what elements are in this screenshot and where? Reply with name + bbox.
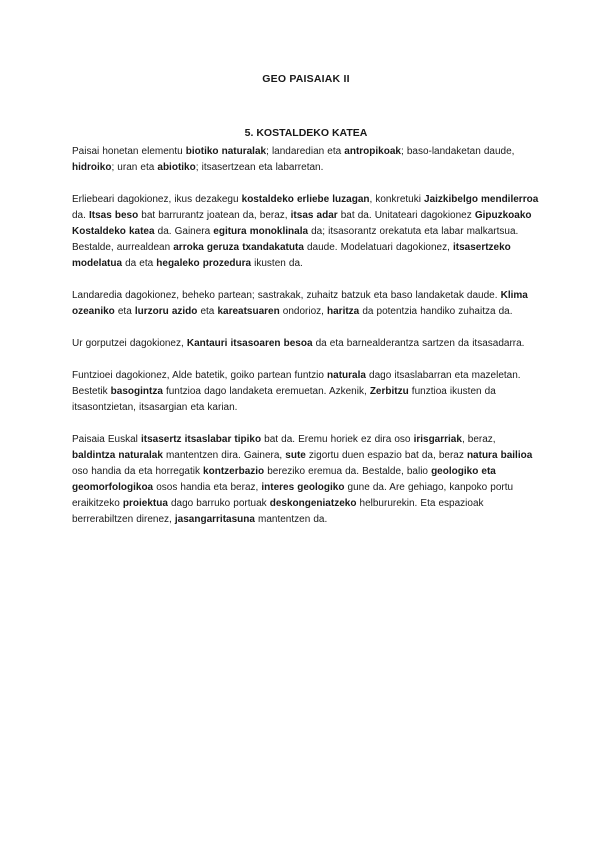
bold-term: haritza [327,306,360,317]
bold-term: abiotiko [157,162,196,173]
text-run: Erliebeari dagokionez, ikus dezakegu [72,194,242,205]
bold-term: kontzerbazio [203,466,265,477]
text-run: funtzioa dago landaketa eremuetan. Azkenik, [162,386,370,397]
text-run: bereziko eremua da. Bestalde, balio [264,466,432,477]
text-run: Ur gorputzei dagokionez, [72,338,187,349]
text-run: ; itsasertzean eta labarretan. [195,162,324,173]
text-run: da eta barnealderantza sartzen da itsasadarra. [312,338,525,349]
bold-term: Kantauri itsasoaren besoa [186,338,313,349]
text-run: ; landaredian eta [266,146,345,157]
text-run: bat da. Eremu horiek ez dira oso [261,434,414,445]
text-run: ; baso-landaketan daude, [400,146,515,157]
text-run: da. [72,210,89,221]
text-run: Funtzioei dagokionez, Alde batetik, goiko partean funtzio [72,370,328,381]
text-run: daude. Modelatuari dagokionez, [303,242,453,253]
bold-term: itsas adar [290,210,338,221]
bold-term: geologiko eta geomorfologikoa [72,466,496,493]
text-run: , konkretuki [369,194,425,205]
text-run: bat barrurantz joatean da, beraz, [138,210,291,221]
bold-term: sute [285,450,306,461]
bold-term: Jaizkibelgo mendilerroa [424,194,539,205]
text-run: dago itsaslabarran eta mazeletan. Bestetik [72,370,521,397]
text-run: ; uran eta [111,162,158,173]
bold-term: Zerbitzu [369,386,409,397]
bold-term: jasangarritasuna [174,514,255,525]
text-run: helbururekin. Eta espazioak berrerabiltzen direnez, [72,498,484,525]
bold-term: arroka geruza txandakatuta [173,242,304,253]
text-run: da. Gainera [154,226,214,237]
bold-term: Klima ozeaniko [72,290,528,317]
bold-term: itsasertz itsaslabar tipiko [140,434,262,445]
bold-term: proiektua [122,498,168,509]
text-run: mantentzen da. [254,514,328,525]
bold-term: biotiko naturalak [185,146,267,157]
text-run: osos handia eta beraz, [153,482,262,493]
bold-term: kareatsuaren [217,306,280,317]
paragraph [72,368,540,416]
text-run: oso handia da eta horregatik [72,466,204,477]
text-run: bat da. Unitateari dagokionez [337,210,475,221]
bold-term: Gipuzkoako Kostaldeko katea [72,210,532,237]
text-run: ondorioz, [279,306,328,317]
text-run: dago barruko portuak [167,498,270,509]
text-run: , beraz, [461,434,496,445]
bold-term: deskongeniatzeko [269,498,357,509]
paragraph [72,144,540,176]
bold-term: irisgarriak [413,434,462,445]
bold-term: antropikoak [344,146,401,157]
bold-term: lurzoru azido [134,306,198,317]
text-run: eta [114,306,135,317]
section-title: 5. KOSTALDEKO KATEA [244,127,368,139]
text-run: da; itsasorantz orekatuta eta labar malkartsua. Bestalde, aurrealdean [72,226,519,253]
text-run: mantentzen dira. Gainera, [162,450,286,461]
paragraph [72,336,540,352]
paragraph [72,432,540,528]
bold-term: hidroiko [72,162,112,173]
text-run: da potentzia handiko zuhaitza da. [359,306,513,317]
bold-term: interes geologiko [261,482,345,493]
text-run: Landarediа dagokionez, beheko partean; sastrakak, zuhaitz batzuk eta baso landaketak daude. [72,290,501,301]
text-run: eta [197,306,218,317]
paragraph [72,288,540,320]
text-run: gune da. Are gehiago, kanpoko portu eraikitzeko [72,482,514,509]
bold-term: itsasertzeko modelatua [72,242,511,269]
text-run: Paisai honetan elementu [72,146,186,157]
bold-term: hegaleko prozedura [156,258,252,269]
bold-term: egitura monoklinala [213,226,309,237]
text-run: da eta [122,258,157,269]
text-run: zigortu duen espazio bat da, beraz [305,450,467,461]
bold-term: baldintza naturalak [72,450,163,461]
document-body [72,144,540,528]
bold-term: basogintza [110,386,163,397]
bold-term: Itsas beso [88,210,139,221]
text-run: ikusten da. [251,258,303,269]
text-run: Paisaia Euskal [72,434,141,445]
bold-term: natura bailioa [466,450,533,461]
text-run: funztioa ikusten da itsasontzietan, itsasargian eta karian. [72,386,496,413]
document-title: GEO PAISAIAK II [262,73,350,85]
bold-term: naturala [327,370,366,381]
bold-term: kostaldeko erliebe luzagan [241,194,370,205]
paragraph [72,192,540,272]
